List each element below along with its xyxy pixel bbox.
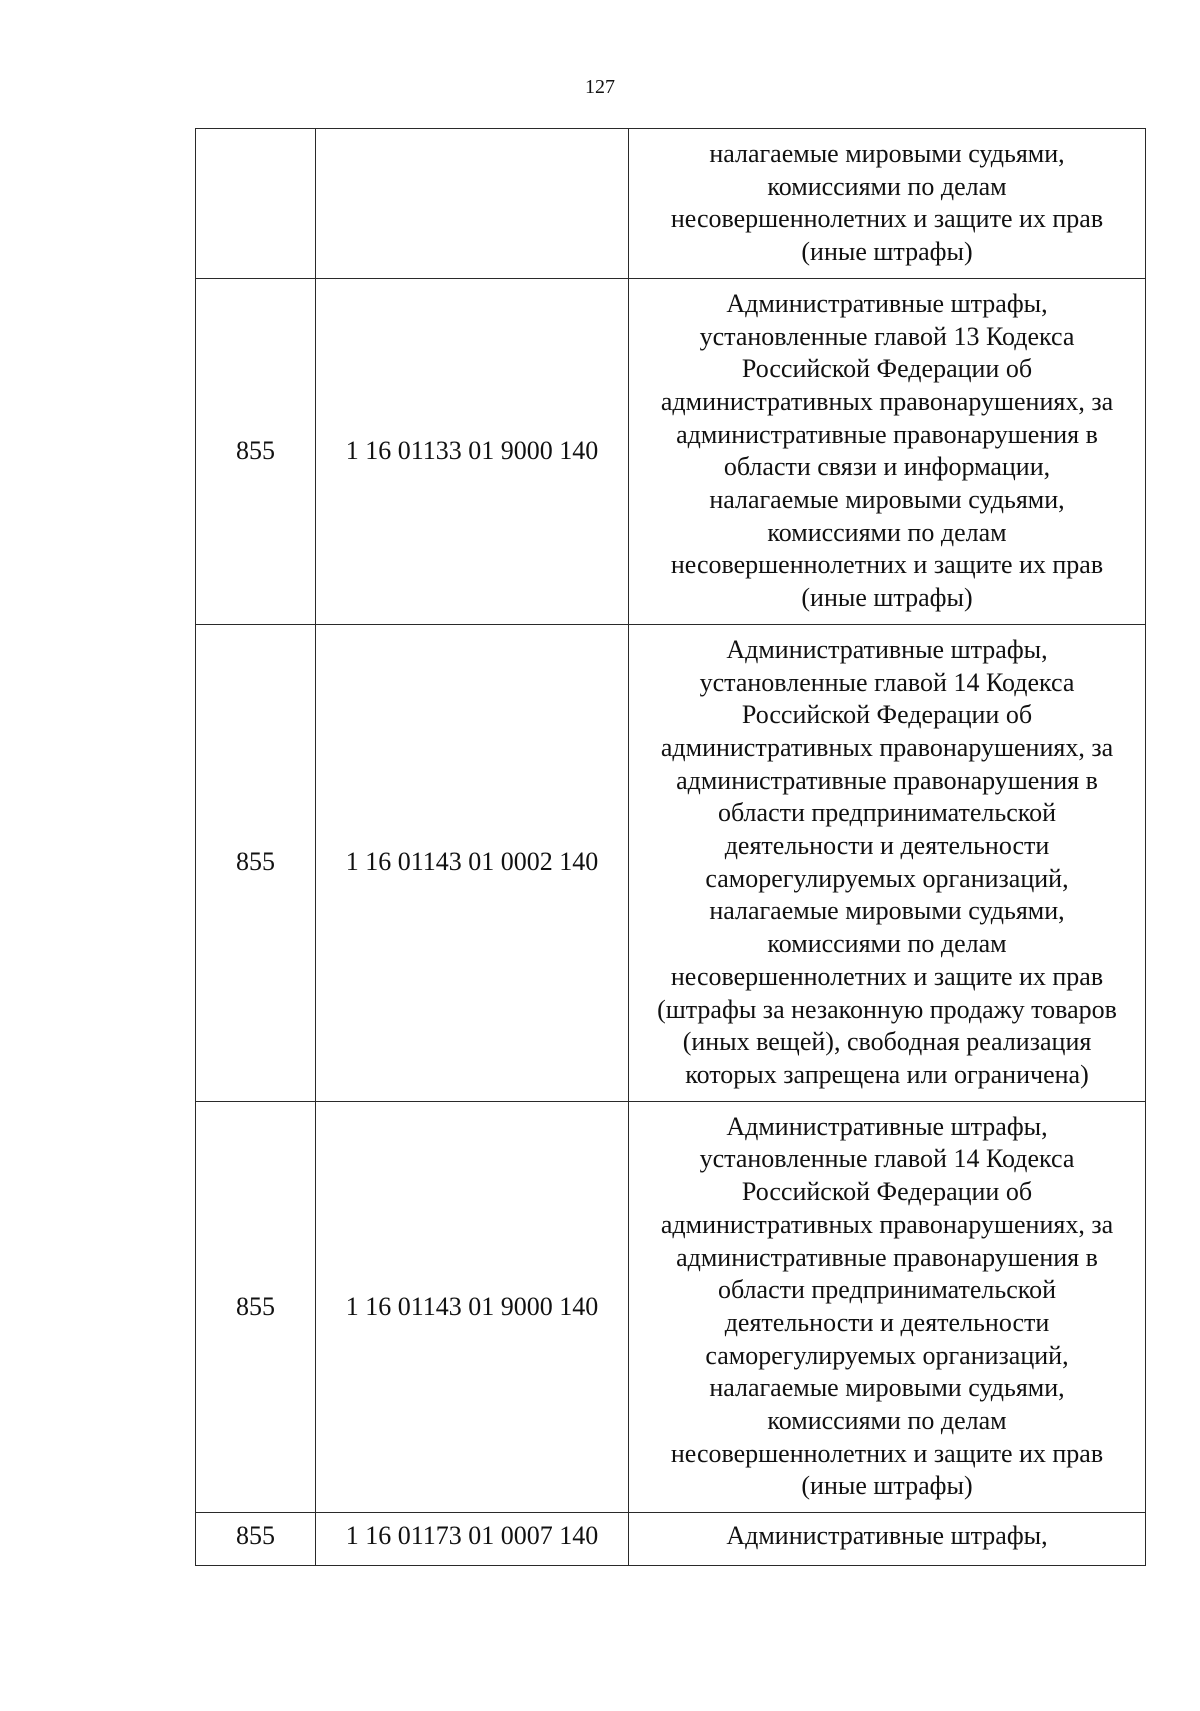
admin-code-cell: 855 — [196, 1101, 316, 1512]
description-cell: Административные штрафы, установленные главой 14 Кодекса Российской Федерации об административных правонарушениях, за административные правонарушения в области предпринимательской деятельности и деятельности саморегулируемых организаций, налагаемые мировыми судьями, комиссиями по делам несовершеннолетних и защите их прав (штрафы за незаконную продажу товаров (иных вещей), свободная реализация которых запрещена или ограничена) — [629, 624, 1146, 1101]
budget-code-table — [195, 128, 1146, 1566]
table-row — [196, 1513, 1146, 1566]
admin-code-cell: 855 — [196, 1513, 316, 1566]
table-row — [196, 624, 1146, 1101]
budget-code-cell: 1 16 01133 01 9000 140 — [316, 278, 629, 624]
description-cell: Административные штрафы, установленные главой 14 Кодекса Российской Федерации об административных правонарушениях, за административные правонарушения в области предпринимательской деятельности и деятельности саморегулируемых организаций, налагаемые мировыми судьями, комиссиями по делам несовершеннолетних и защите их прав (иные штрафы) — [629, 1101, 1146, 1512]
budget-code-cell: 1 16 01173 01 0007 140 — [316, 1513, 629, 1566]
page-number: 127 — [585, 76, 615, 98]
budget-code-cell — [316, 129, 629, 279]
description-cell: налагаемые мировыми судьями, комиссиями по делам несовершеннолетних и защите их прав (иные штрафы) — [629, 129, 1146, 279]
table-row — [196, 129, 1146, 279]
budget-code-cell: 1 16 01143 01 0002 140 — [316, 624, 629, 1101]
table-row — [196, 278, 1146, 624]
admin-code-cell — [196, 129, 316, 279]
budget-code-cell: 1 16 01143 01 9000 140 — [316, 1101, 629, 1512]
description-cell: Административные штрафы, установленные главой 13 Кодекса Российской Федерации об административных правонарушениях, за административные правонарушения в области связи и информации, налагаемые мировыми судьями, комиссиями по делам несовершеннолетних и защите их прав (иные штрафы) — [629, 278, 1146, 624]
admin-code-cell: 855 — [196, 278, 316, 624]
table-row — [196, 1101, 1146, 1512]
description-cell: Административные штрафы, — [629, 1513, 1146, 1566]
admin-code-cell: 855 — [196, 624, 316, 1101]
